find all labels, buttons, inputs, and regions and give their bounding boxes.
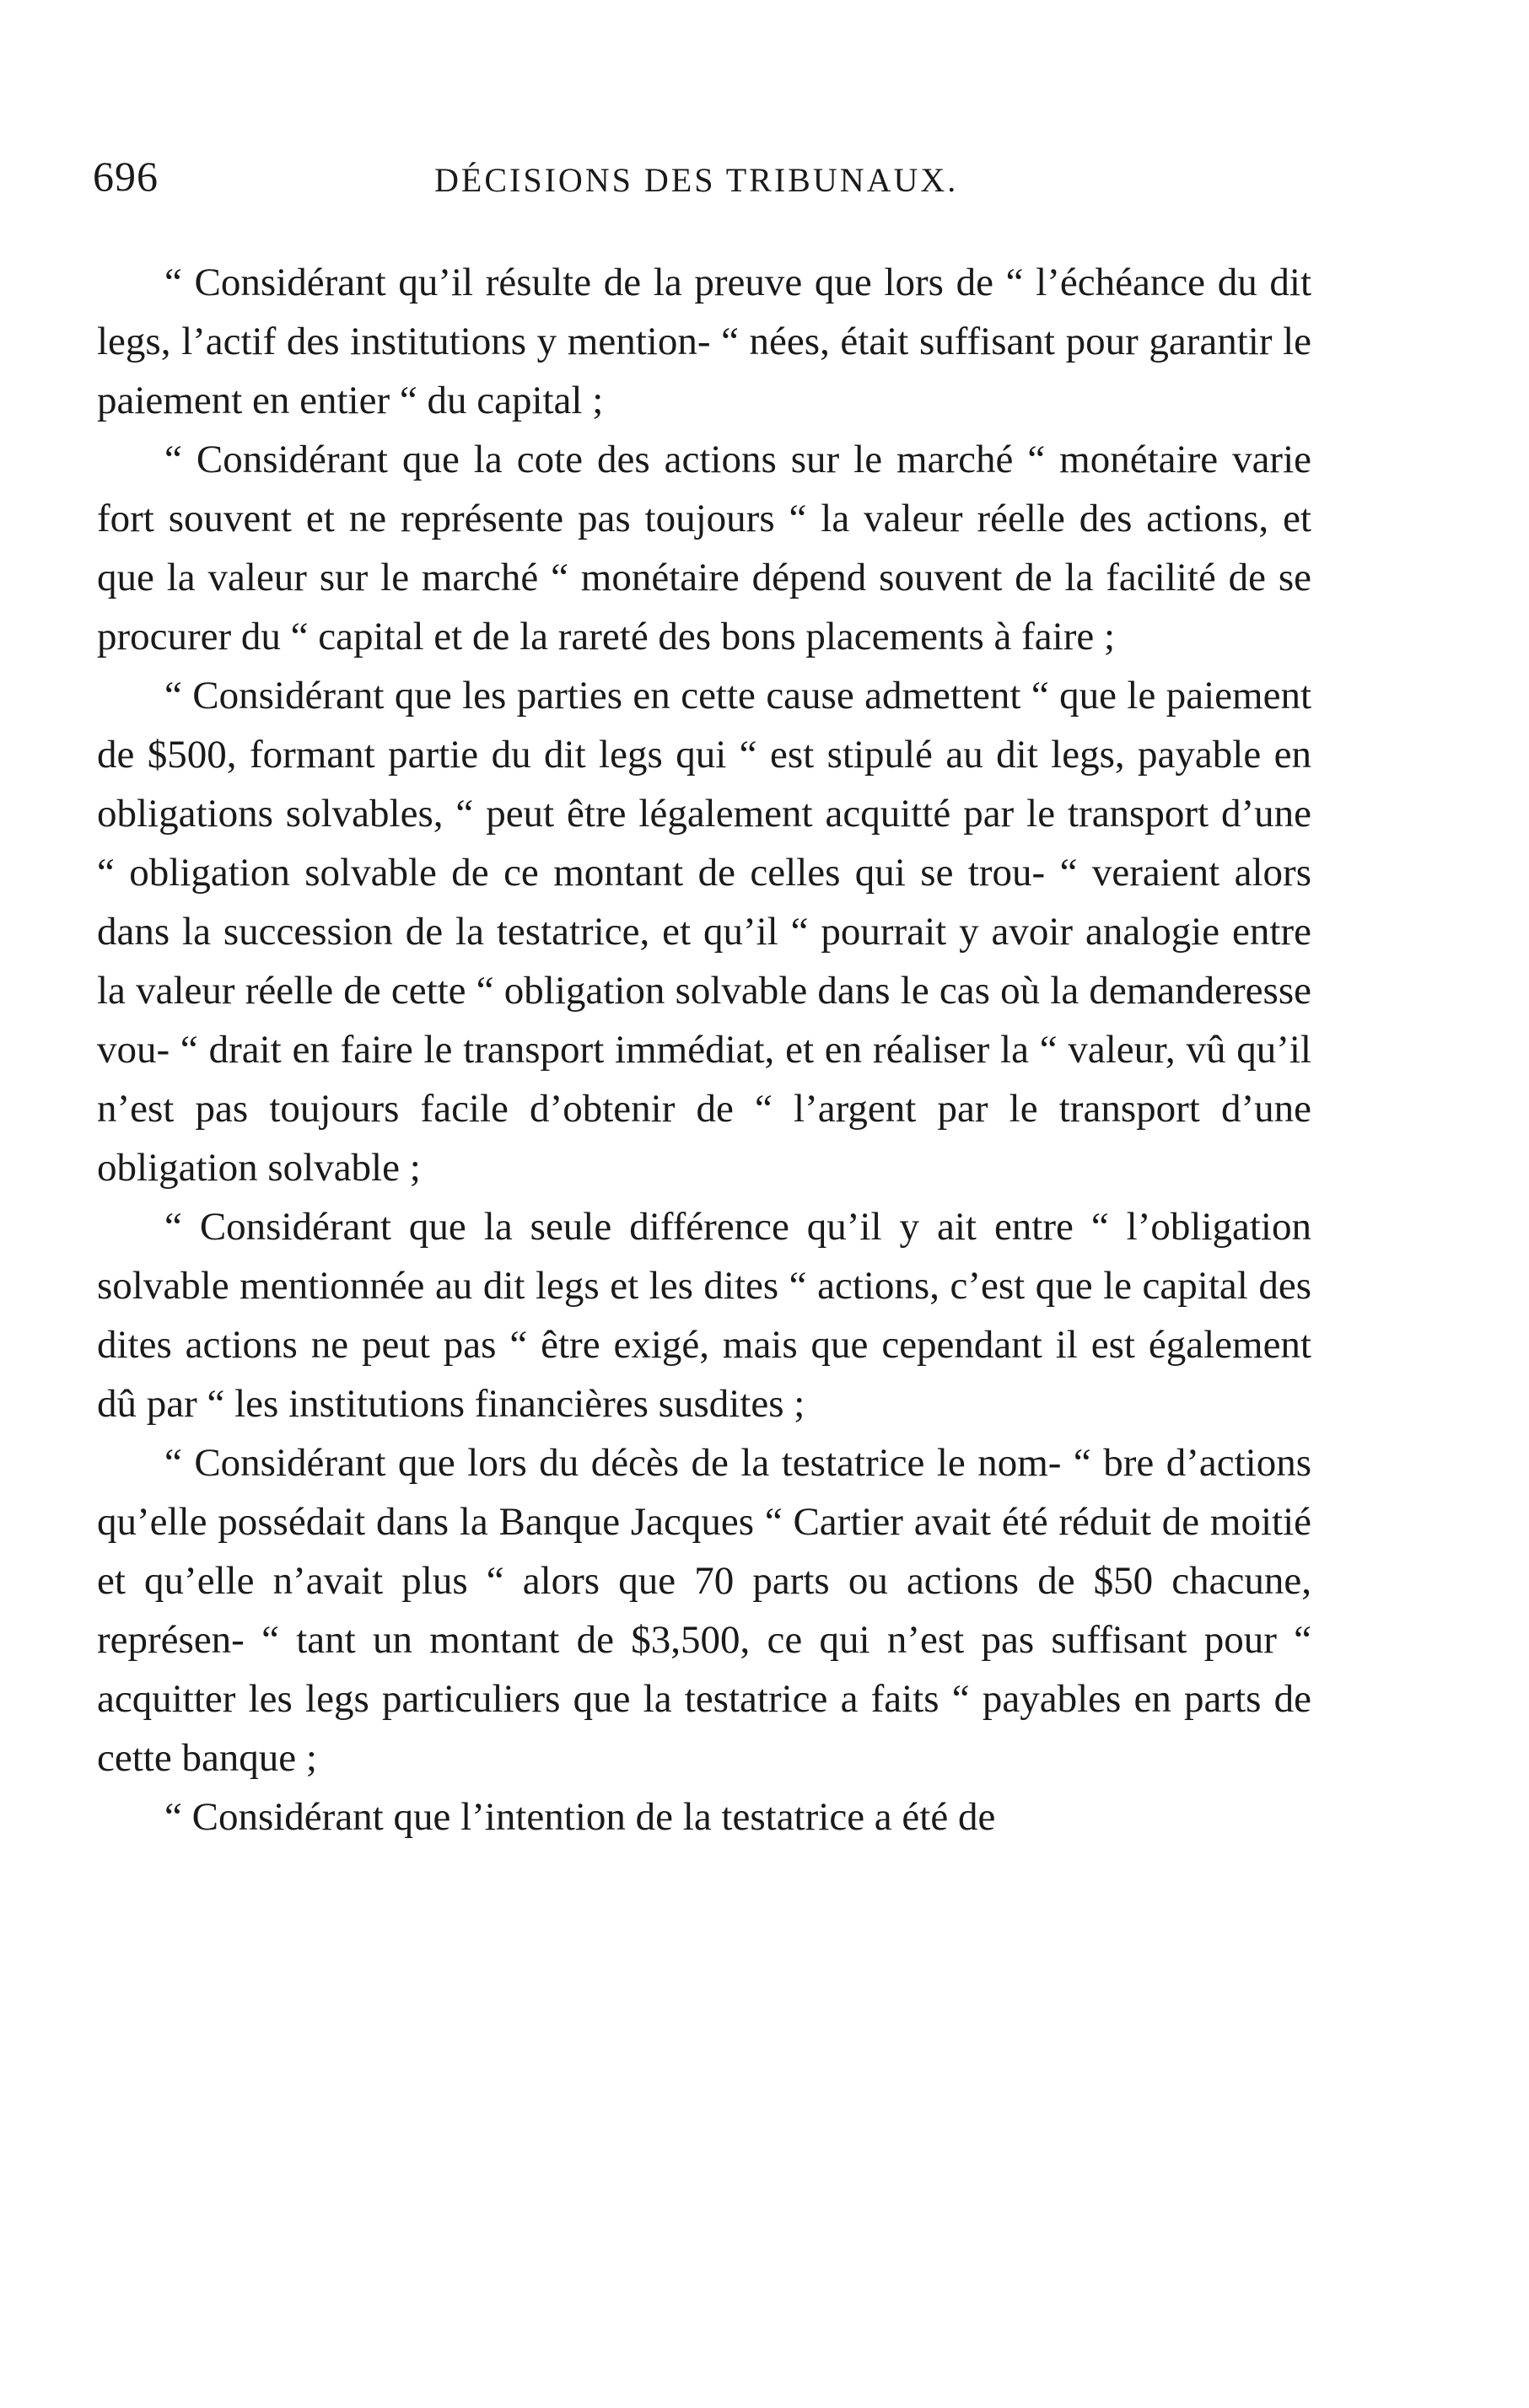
page-number: 696 — [93, 153, 159, 200]
paragraph-1: “ Considérant qu’il résulte de la preuve que lors de “ l’échéance du dit legs, l’actif des institutions y mention- “ nées, était suffisant pour garantir le paiement en entier “ du capital ; — [97, 261, 1311, 422]
paragraph-2: “ Considérant que la cote des actions sur le marché “ monétaire varie fort souvent et ne représente pas toujours “ la valeur réelle des actions, et que la valeur sur le marché “ monétaire dépend souvent de la facilité de se procurer du “ capital et de la rareté des bons placements à faire ; — [97, 438, 1311, 658]
running-title: DÉCISIONS DES TRIBUNAUX. — [434, 161, 959, 199]
page-header — [93, 152, 1316, 228]
paragraph-3: “ Considérant que les parties en cette cause admettent “ que le paiement de $500, formant partie du dit legs qui “ est stipulé au dit legs, payable en obligations solvables, “ peut être légalement acquitté par le transport d’une “ obligation solvable de ce montant de celles qui se trou- “ veraient alors dans la succession de la testatrice, et qu’il “ pourrait y avoir analogie entre la valeur réelle de cette “ obligation solvable dans le cas où la demanderesse vou- “ drait en faire le transport immédiat, et en réaliser la “ valeur, vû qu’il n’est pas toujours facile d’obtenir de “ l’argent par le transport d’une obligation solvable ; — [97, 674, 1311, 1190]
paragraph-5: “ Considérant que lors du décès de la testatrice le nom- “ bre d’actions qu’elle possédait dans la Banque Jacques “ Cartier avait été réduit de moitié et qu’elle n’avait plus “ alors que 70 parts ou actions de $50 chacune, représen- “ tant un montant de $3,500, ce qui n’est pas suffisant pour “ acquitter les legs particuliers que la testatrice a faits “ payables en parts de cette banque ; — [97, 1441, 1311, 1780]
paragraph-6: “ Considérant que l’intention de la testatrice a été de — [164, 1795, 996, 1839]
body-text — [97, 253, 1311, 1846]
paragraph-4: “ Considérant que la seule différence qu’il y ait entre “ l’obligation solvable mentionnée au dit legs et les dites “ actions, c’est que le capital des dites actions ne peut pas “ être exigé, mais que cependant il est également dû par “ les institutions financières susdites ; — [97, 1205, 1311, 1426]
